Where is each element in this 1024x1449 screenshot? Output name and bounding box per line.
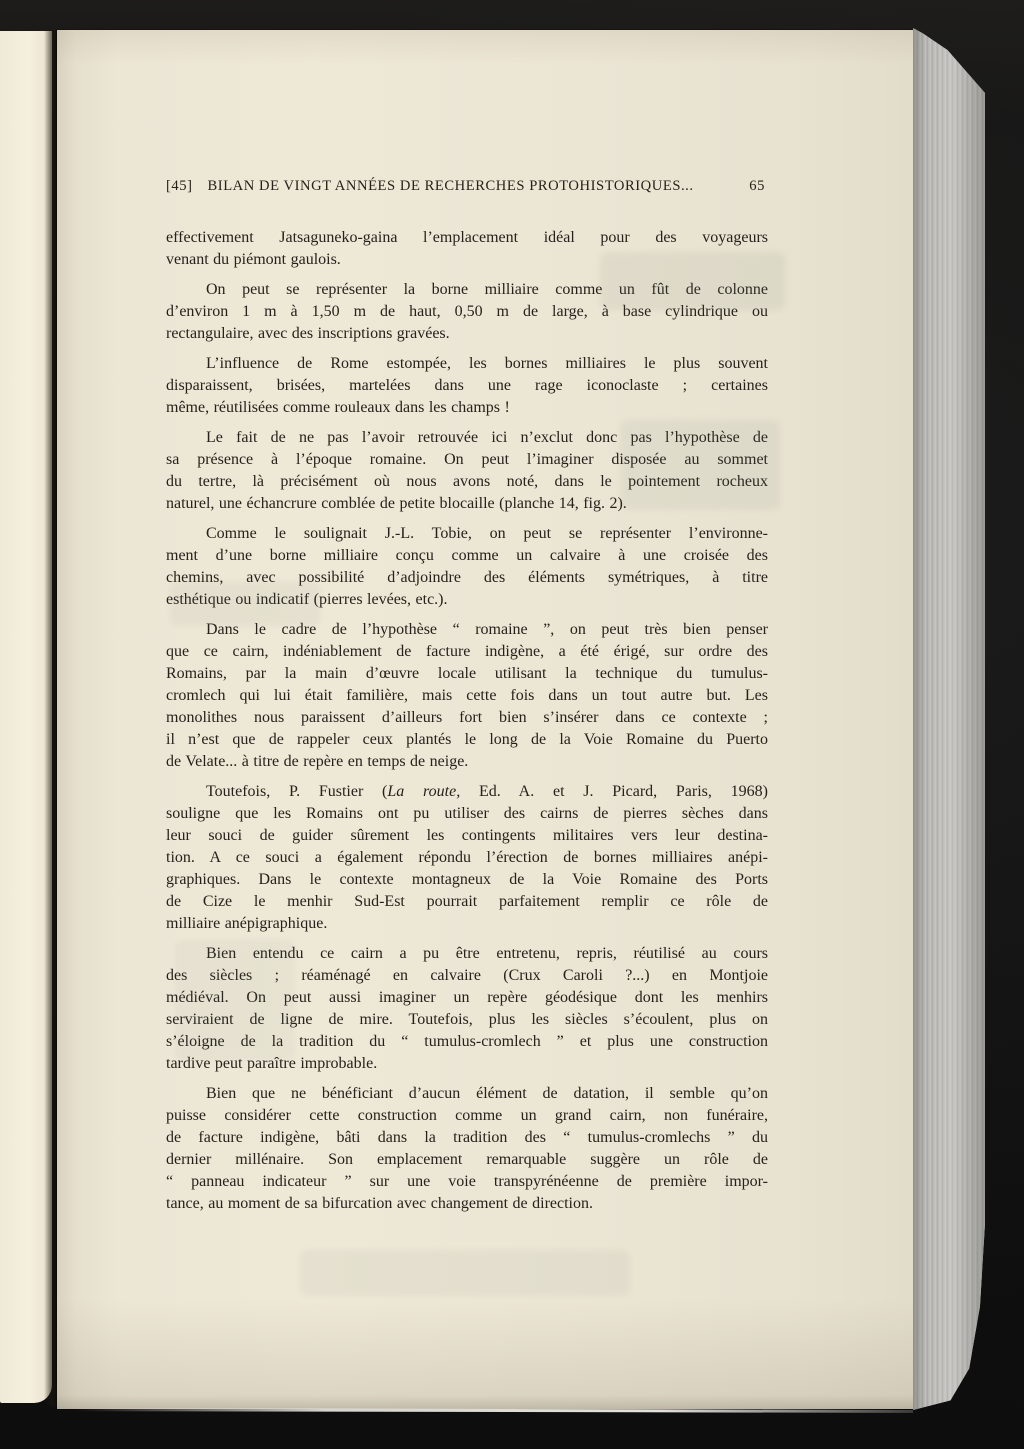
text-segment: Comme le soulignait J.-L. Tobie, on peut se représenter l’environne- — [206, 525, 768, 542]
text-line — [166, 545, 768, 567]
text-line — [166, 803, 768, 825]
text-line — [166, 1127, 768, 1149]
text-segment: puisse considérer cette construction comme un grand cairn, non funéraire, — [166, 1107, 768, 1124]
ink-showthrough — [175, 940, 295, 1060]
text-segment: d’environ 1 m à 1,50 m de haut, 0,50 m de large, à base cylindrique ou — [166, 303, 768, 320]
running-title: BILAN DE VINGT ANNÉES DE RECHERCHES PROTOHISTORIQUES... — [207, 178, 694, 194]
text-segment: même, réutilisées comme rouleaux dans les champs ! — [166, 399, 510, 416]
text-line — [166, 825, 768, 847]
text-segment: Toutefois, P. Fustier ( — [206, 783, 388, 800]
text-segment: dernier millénaire. Son emplacement remarquable suggère un rôle de — [166, 1151, 768, 1168]
text-line — [166, 523, 768, 545]
fore-edge-page-stack — [913, 28, 985, 1410]
text-segment: tance, au moment de sa bifurcation avec changement de direction. — [166, 1195, 593, 1212]
text-segment: tardive peut paraître improbable. — [166, 1055, 378, 1072]
text-line — [166, 1105, 768, 1127]
text-segment: s’éloigne de la tradition du “ tumulus-cromlech ” et plus une construction — [166, 1033, 768, 1050]
paragraph — [166, 1083, 768, 1215]
page-number: 65 — [749, 178, 765, 194]
ink-showthrough — [600, 252, 785, 310]
text-segment: Bien entendu ce cairn a pu être entretenu, repris, réutilisé au cours — [206, 945, 768, 962]
text-segment: du tertre, là précisément où nous avons noté, dans le pointement rocheux — [166, 473, 768, 490]
ink-showthrough — [300, 1250, 630, 1296]
text-line — [166, 685, 768, 707]
text-segment: graphiques. Dans le contexte montagneux de la Voie Romaine des Ports — [166, 871, 768, 888]
text-segment: Romains, par la main d’œuvre locale utilisant la technique du tumulus- — [166, 665, 768, 682]
text-segment: Ed. A. et J. Picard, Paris, 1968) — [460, 783, 768, 800]
text-line — [166, 641, 768, 663]
text-segment: naturel, une échancrure comblée de petite blocaille (planche 14, fig. 2). — [166, 495, 627, 512]
text-segment: Bien que ne bénéficiant d’aucun élément de datation, il semble qu’on — [206, 1085, 768, 1102]
text-line — [166, 663, 768, 685]
text-segment: milliaire anépigraphique. — [166, 915, 328, 932]
text-block — [166, 227, 768, 1215]
text-segment: effectivement Jatsaguneko-gaina l’emplacement idéal pour des voyageurs — [166, 229, 768, 246]
italic-text: La route, — [387, 783, 461, 800]
text-segment: il n’est que de rappeler ceux plantés le long de la Voie Romaine du Puerto — [166, 731, 768, 748]
text-line — [166, 353, 768, 375]
text-line — [166, 1193, 768, 1215]
text-segment: des siècles ; réaménagé en calvaire (Crux Caroli ?...) en Montjoie — [166, 967, 768, 984]
text-line — [166, 707, 768, 729]
text-line — [166, 1083, 768, 1105]
text-segment: souligne que les Romains ont pu utiliser des cairns de pierres sèches dans — [166, 805, 768, 822]
text-segment: monolithes nous paraissent d’ailleurs fort bien s’insérer dans ce contexte ; — [166, 709, 768, 726]
ink-showthrough — [170, 582, 320, 626]
text-segment: leur souci de guider sûrement les contingents militaires vers leur destina- — [166, 827, 768, 844]
text-segment: disparaissent, brisées, martelées dans une rage iconoclaste ; certaines — [166, 377, 768, 394]
running-header — [166, 178, 768, 195]
text-segment: de Cize le menhir Sud-Est pourrait parfaitement remplir ce rôle de — [166, 893, 768, 910]
text-line — [166, 1171, 768, 1193]
paragraph — [166, 353, 768, 419]
text-line — [166, 323, 768, 345]
text-segment: venant du piémont gaulois. — [166, 251, 341, 268]
text-segment: “ panneau indicateur ” sur une voie transpyrénéenne de première impor- — [166, 1173, 768, 1190]
paragraph — [166, 781, 768, 935]
book-page — [57, 30, 913, 1409]
text-segment: rectangulaire, avec des inscriptions gravées. — [166, 325, 450, 342]
text-segment: de facture indigène, bâti dans la tradition des “ tumulus-cromlechs ” du — [166, 1129, 768, 1146]
text-line — [166, 781, 768, 803]
text-segment: chemins, avec possibilité d’adjoindre des éléments symétriques, à titre — [166, 569, 768, 586]
text-line — [166, 891, 768, 913]
text-segment: Le fait de ne pas l’avoir retrouvée ici n’exclut donc pas l’hypothèse de — [206, 429, 768, 446]
text-line — [166, 1149, 768, 1171]
text-line — [166, 913, 768, 935]
text-segment: serviraient de ligne de mire. Toutefois, plus les siècles s’écoulent, plus on — [166, 1011, 768, 1028]
text-line — [166, 751, 768, 773]
text-segment: tion. A ce souci a également répondu l’érection de bornes milliaires anépi- — [166, 849, 768, 866]
text-segment: de Velate... à titre de repère en temps de neige. — [166, 753, 469, 770]
text-segment: Dans le cadre de l’hypothèse “ romaine ”, on peut très bien penser — [206, 621, 768, 638]
ink-showthrough — [620, 420, 780, 510]
text-segment: que ce cairn, indéniablement de facture indigène, a été érigé, sur ordre des — [166, 643, 768, 660]
text-segment: esthétique ou indicatif (pierres levées, etc.). — [166, 591, 448, 608]
paragraph — [166, 619, 768, 773]
text-segment: ment d’une borne milliaire conçu comme un calvaire à une croisée des — [166, 547, 768, 564]
text-line — [166, 869, 768, 891]
text-segment: L’influence de Rome estompée, les bornes milliaires le plus souvent — [206, 355, 768, 372]
text-segment: médiéval. On peut aussi imaginer un repère géodésique dont les menhirs — [166, 989, 768, 1006]
text-segment: cromlech qui lui était familière, mais cette fois dans un tout autre but. Les — [166, 687, 768, 704]
text-line — [166, 375, 768, 397]
text-line — [166, 227, 768, 249]
text-line — [166, 729, 768, 751]
article-reference: [45] — [166, 178, 193, 194]
text-segment: On peut se représenter la borne milliaire comme un fût de colonne — [206, 281, 768, 298]
text-line — [166, 397, 768, 419]
text-segment: sa présence à l’époque romaine. On peut l’imaginer disposée au sommet — [166, 451, 768, 468]
text-line — [166, 847, 768, 869]
